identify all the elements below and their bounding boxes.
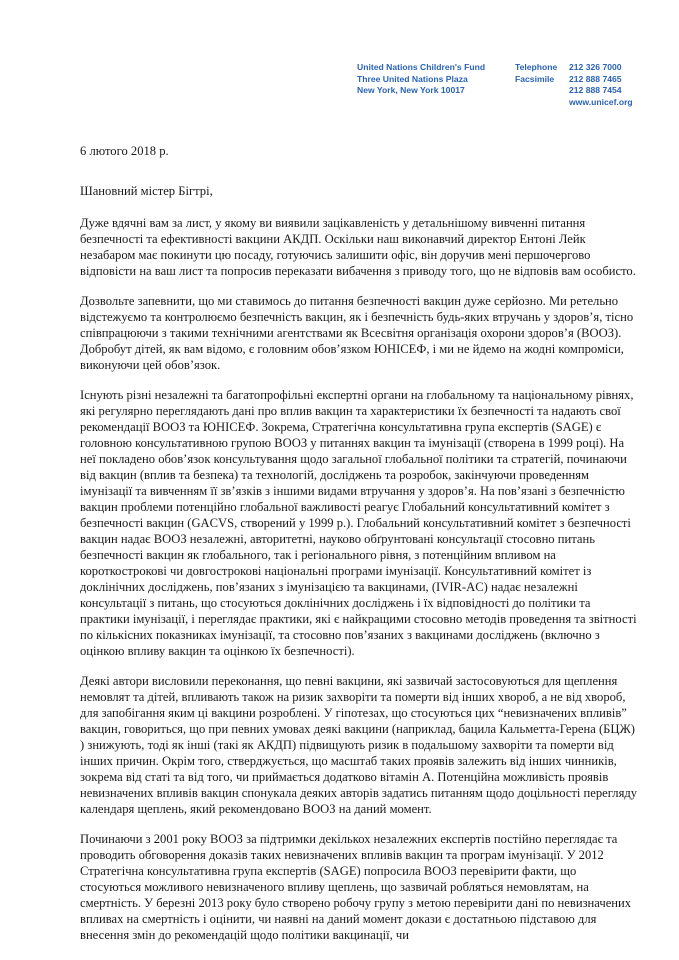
address-line-3: New York, New York 10017 [357, 85, 465, 95]
letter-greeting: Шановний містер Бігтрі, [80, 184, 213, 198]
paragraph-4: Деякі автори висловили переконання, що певні вакцини, які зазвичай застосовуються для щеплення немовлят та дітей, впливають також на ризик захворіти та померти від інших хвороб, а не від хвороб, для запобігання яким ці вакцини розроблені. У гіпотезах, що стосуються цих “невизначених впливів” вакцин, говориться, що при певних умовах деякі вакцини (наприклад, бацила Кальметта-Герена (БЦЖ) ) знижують, тоді як інші (такі як АКДП) підвищують ризик в подальшому захворіти та померти від інших причин. Окрім того, стверджується, що масштаб таких проявів залежить від інших чинників, зокрема від статі та від того, чи приймається додатково вітамін А. Потенційна можливість проявів невизначених впливів вакцин спонукала деяких авторів задатись питанням щодо доцільності перегляду календаря щеплень, який рекомендовано ВООЗ на даний момент. [80, 674, 638, 816]
facsimile-number-2: 212 888 7454 [569, 85, 622, 95]
facsimile-label: Facsimile [515, 73, 555, 84]
letter-date: 6 лютого 2018 р. [80, 144, 169, 158]
address-line-1: United Nations Children's Fund [357, 62, 486, 72]
letter-body [80, 143, 640, 957]
website: www.unicef.org [569, 96, 633, 107]
paragraph-1: Дуже вдячні вам за лист, у якому ви виявили зацікавленість у детальнішому вивченні питання безпечності та ефективності вакцини АКДП. Оскільки наш виконавчий директор Ентоні Лейк незабаром має покинути цю посаду, готуючись залишити офіс, він доручив мені першочергово відповісти на ваш лист та попросив переказати вибачення з приводу того, що не відповів вам особисто. [80, 216, 636, 278]
telephone-number: 212 326 7000 [569, 62, 622, 72]
letterhead-contact-labels [515, 62, 565, 85]
paragraph-2: Дозвольте запевнити, що ми ставимось до питання безпечності вакцин дуже серйозно. Ми ретельно відстежуємо та контролюємо безпечність вакцин, як і безпечність будь-яких втручань у здоров’я, тісно співпрацюючи з такими технічними агентствами як Всесвітня організація охорони здоров’я (ВООЗ). Добробут дітей, як вам відомо, є головним обов’язком ЮНІСЕФ, і ми не йдемо на жодні компроміси, виконуючи цей обов’язок. [80, 294, 634, 372]
paragraph-3: Існують різні незалежні та багатопрофільні експертні органи на глобальному та національному рівнях, які регулярно переглядають дані про вплив вакцин та характеристики їх безпечності та надають свої рекомендації ВООЗ та ЮНІСЕФ. Зокрема, Стратегічна консультативна група експертів (SAGE) є головною консультативною групою ВООЗ у питаннях вакцин та імунізації (створена в 1999 році). На неї покладено обов’язок консультування щодо загальної глобальної політики та стратегій, починаючи від вакцин (вплив та безпека) та технологій, досліджень та розробок, закінчуючи проведенням імунізації та вивченням її зв’язків з іншими видами втручання у здоров’я. На пов’язані з безпечністю вакцин проблеми потенційно глобальної важливості реагує Глобальний консультативний комітет з безпечності вакцин (GACVS, створений у 1999 р.). Глобальний консультативний комітет з безпечності вакцин надає ВООЗ незалежні, авторитетні, науково обґрунтовані консультації стосовно питань безпечності вакцин як глобального, так і регіонального рівня, з потенційним впливом на короткострокові чи довгострокові національні програми імунізації. Консультативний комітет із доклінічних досліджень, пов’язаних з імунізацією та вакцинами, (IVIR-AC) надає незалежні консультації з питань, що стосуються доклінічних досліджень і їх відповідності до політики та практики імунізації, і переглядає практики, які є найкращими стосовно методів проведення та звітності по кількісних показниках імунізації, та стосовно пов’язаних з вакцинами досліджень (включно з оцінкою впливу вакцин та оцінкою їх безпечності). [80, 388, 637, 658]
telephone-label: Telephone [515, 62, 558, 72]
letterhead-address [357, 62, 507, 97]
facsimile-number-1: 212 888 7465 [569, 73, 622, 84]
address-line-2: Three United Nations Plaza [357, 73, 468, 84]
letterhead-contact-values [569, 62, 659, 108]
paragraph-5: Починаючи з 2001 року ВООЗ за підтримки декількох незалежних експертів постійно переглядає та проводить обговорення доказів таких невизначених впливів вакцин та програм імунізації. У 2012 Стратегічна консультативна група експертів (SAGE) попросила ВООЗ перевірити факти, що стосуються можливого невизначеного впливу щеплень, що зазвичай робляться немовлятам, на смертність. У березні 2013 року було створено робочу групу з метою перевірити дані по невизначених впливах на смертність і оцінити, чи наявні на даний момент докази є достатньою підставою для внесення змін до рекомендацій щодо політики вакцинації, чи [80, 832, 632, 942]
